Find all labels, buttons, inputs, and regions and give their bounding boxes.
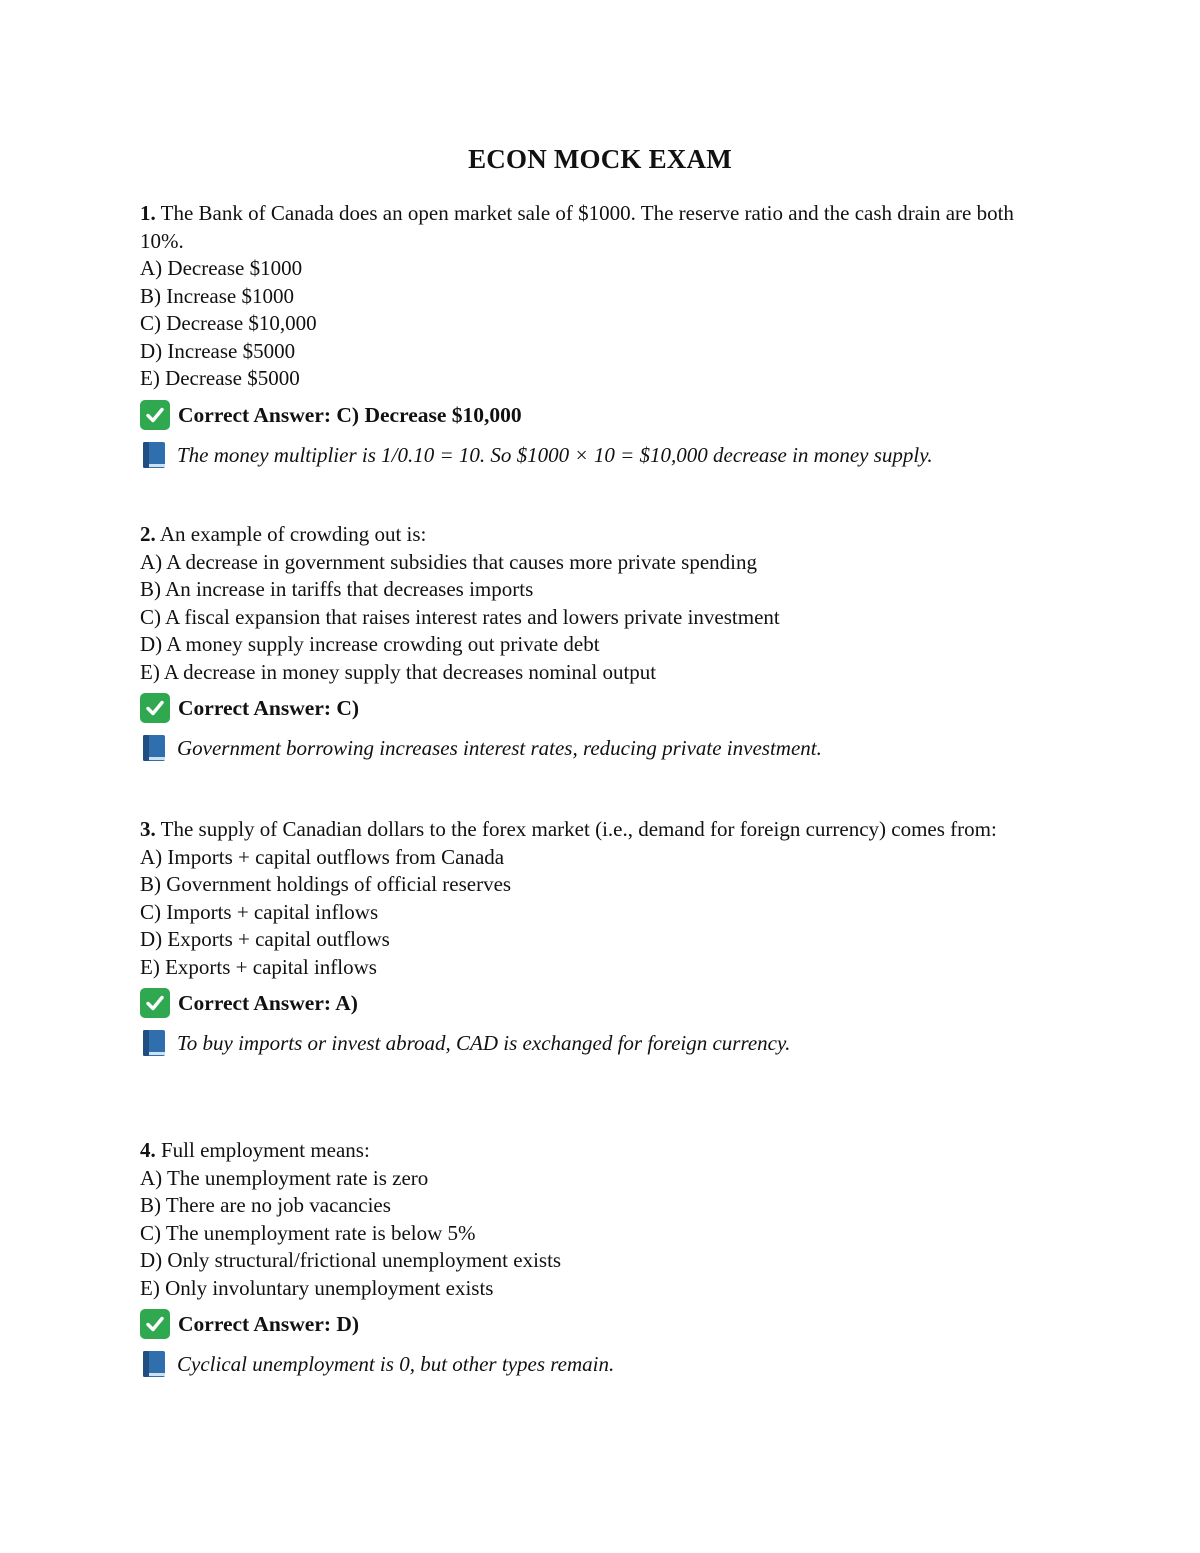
explanation-row — [140, 439, 1060, 471]
question-text: An example of crowding out is: — [155, 522, 427, 546]
explanation: The money multiplier is 1/0.10 = 10. So $1000 × 10 = $10,000 decrease in money supply. — [177, 442, 933, 467]
question-stem — [140, 816, 1060, 844]
check-mark-icon — [140, 400, 170, 430]
explanation-row — [140, 1027, 1060, 1059]
option-a: A) The unemployment rate is zero — [140, 1165, 429, 1190]
option-c: C) A fiscal expansion that raises interest rates and lowers private investment — [140, 604, 780, 629]
explanation-row — [140, 1348, 1060, 1380]
option-a: A) Decrease $1000 — [140, 256, 303, 280]
option-list — [140, 549, 1060, 687]
question-text: The supply of Canadian dollars to the forex market (i.e., demand for foreign currency) comes from: — [155, 817, 997, 841]
blue-book-icon — [140, 1028, 168, 1058]
correct-answer-row — [140, 1308, 1060, 1340]
correct-answer-row — [140, 399, 1060, 431]
option-c: C) Decrease $10,000 — [140, 311, 317, 335]
option-list — [140, 1165, 1060, 1303]
correct-answer: Correct Answer: C) Decrease $10,000 — [178, 402, 522, 427]
question-stem — [140, 200, 1060, 255]
option-a: A) A decrease in government subsidies that causes more private spending — [140, 549, 757, 574]
question-stem — [140, 521, 1060, 549]
correct-answer-row — [140, 692, 1060, 724]
option-d: D) A money supply increase crowding out private debt — [140, 632, 600, 656]
option-d: D) Exports + capital outflows — [140, 927, 390, 951]
correct-answer: Correct Answer: A) — [178, 991, 358, 1015]
option-d: D) Increase $5000 — [140, 338, 296, 363]
option-e: E) Only involuntary unemployment exists — [140, 1275, 494, 1300]
option-e: E) A decrease in money supply that decreases nominal output — [140, 659, 657, 684]
explanation: Government borrowing increases interest rates, reducing private investment. — [177, 736, 822, 760]
question-text: The Bank of Canada does an open market sale of $1000. The reserve ratio and the cash drain are both 10%. — [140, 201, 1014, 253]
option-c: C) The unemployment rate is below 5% — [140, 1220, 476, 1245]
option-b: B) An increase in tariffs that decreases imports — [140, 577, 534, 601]
option-d: D) Only structural/frictional unemployment exists — [140, 1248, 562, 1272]
blue-book-icon — [140, 1349, 168, 1379]
question-1 — [140, 200, 1060, 471]
option-e: E) Exports + capital inflows — [140, 954, 377, 979]
option-list — [140, 844, 1060, 982]
option-e: E) Decrease $5000 — [140, 366, 300, 390]
question-4 — [140, 1137, 1060, 1380]
check-mark-icon — [140, 988, 170, 1018]
option-b: B) Government holdings of official reserves — [140, 872, 512, 896]
question-number: 4. — [140, 1138, 156, 1162]
explanation: Cyclical unemployment is 0, but other types remain. — [177, 1352, 615, 1376]
option-list — [140, 255, 1060, 393]
option-c: C) Imports + capital inflows — [140, 899, 379, 924]
check-mark-icon — [140, 1309, 170, 1339]
explanation-row — [140, 732, 1060, 764]
option-b: B) There are no job vacancies — [140, 1193, 391, 1217]
question-2 — [140, 521, 1060, 764]
question-3 — [140, 816, 1060, 1059]
question-number: 2. — [140, 522, 156, 546]
explanation: To buy imports or invest abroad, CAD is exchanged for foreign currency. — [177, 1031, 791, 1055]
correct-answer: Correct Answer: D) — [178, 1312, 360, 1336]
check-mark-icon — [140, 693, 170, 723]
blue-book-icon — [140, 440, 168, 470]
option-a: A) Imports + capital outflows from Canada — [140, 844, 505, 869]
question-stem — [140, 1137, 1060, 1165]
question-text: Full employment means: — [155, 1138, 370, 1162]
blue-book-icon — [140, 733, 168, 763]
correct-answer-row — [140, 987, 1060, 1019]
question-number: 3. — [140, 817, 156, 841]
document-title: ECON MOCK EXAM — [468, 144, 732, 174]
correct-answer: Correct Answer: C) — [178, 696, 360, 720]
option-b: B) Increase $1000 — [140, 283, 294, 308]
question-number: 1. — [140, 201, 156, 225]
